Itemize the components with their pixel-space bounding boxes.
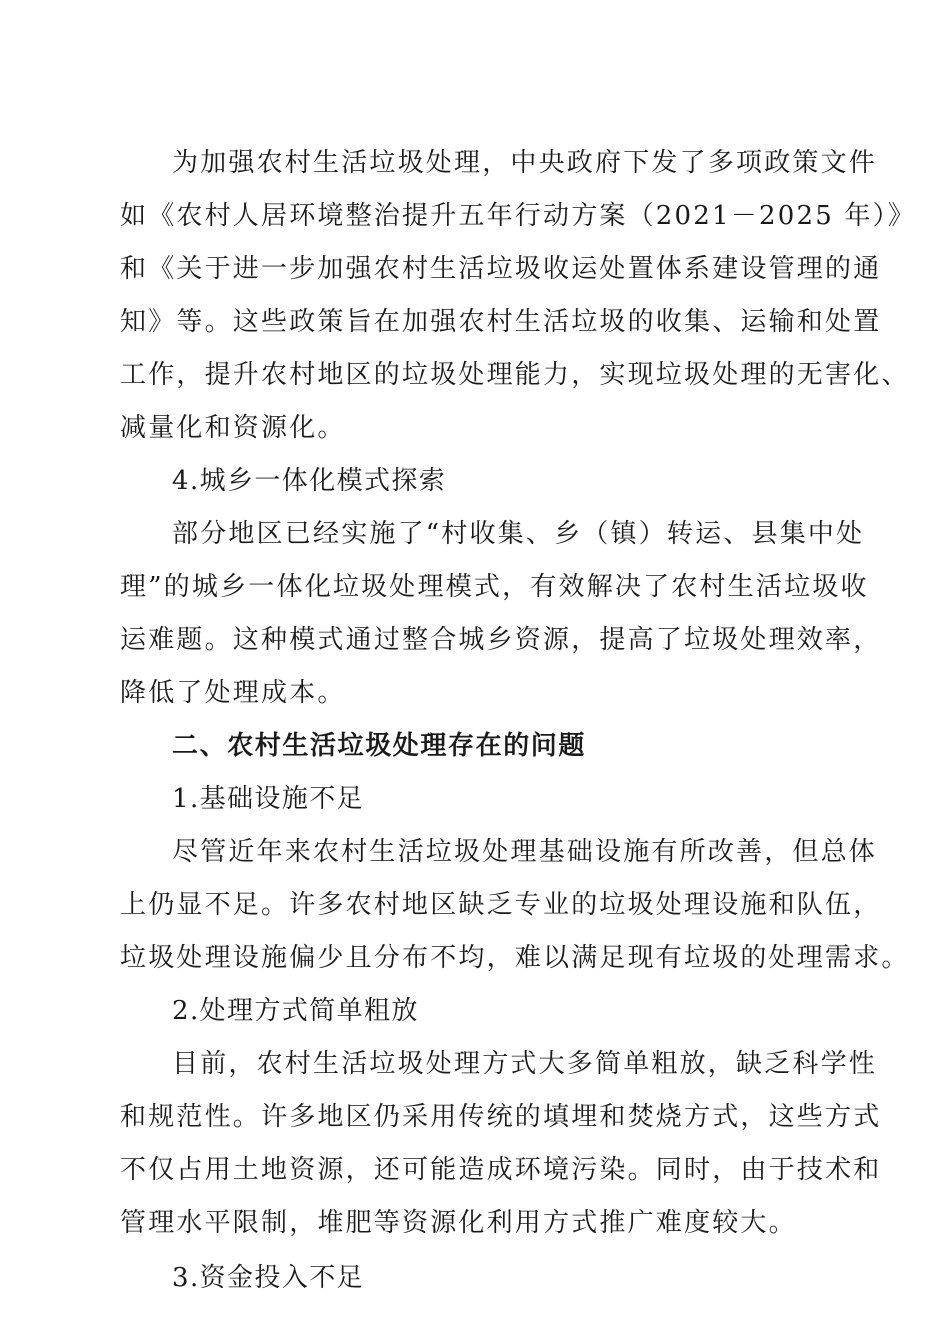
paragraph-line: 尽管近年来农村生活垃圾处理基础设施有所改善，但总体 xyxy=(172,837,878,867)
paragraph-line: 工作，提升农村地区的垃圾处理能力，实现垃圾处理的无害化、 xyxy=(120,360,910,390)
paragraph-line: 理”的城乡一体化垃圾处理模式，有效解决了农村生活垃圾收 xyxy=(120,572,869,602)
section-subheading: 1.基础设施不足 xyxy=(172,784,365,814)
paragraph-line: 运难题。这种模式通过整合城乡资源，提高了垃圾处理效率， xyxy=(120,625,882,655)
paragraph-line: 垃圾处理设施偏少且分布不均，难以满足现有垃圾的处理需求。 xyxy=(120,943,910,973)
paragraph-line: 不仅占用土地资源，还可能造成环境污染。同时，由于技术和 xyxy=(120,1155,882,1185)
section-heading: 二、农村生活垃圾处理存在的问题 xyxy=(172,731,587,761)
paragraph-line: 知》等。这些政策旨在加强农村生活垃圾的收集、运输和处置 xyxy=(120,307,882,337)
paragraph-line: 减量化和资源化。 xyxy=(120,413,346,443)
paragraph-line: 部分地区已经实施了“村收集、乡（镇）转运、县集中处 xyxy=(172,519,865,549)
paragraph-line: 上仍显不足。许多农村地区缺乏专业的垃圾处理设施和队伍， xyxy=(120,890,882,920)
paragraph-line: 为加强农村生活垃圾处理，中央政府下发了多项政策文件 xyxy=(172,148,878,178)
paragraph-line: 管理水平限制，堆肥等资源化利用方式推广难度较大。 xyxy=(120,1208,797,1238)
section-subheading: 3.资金投入不足 xyxy=(172,1263,365,1293)
paragraph-line: 如《农村人居环境整治提升五年行动方案（2021－2025 年）》 xyxy=(120,201,917,231)
paragraph-line: 和《关于进一步加强农村生活垃圾收运处置体系建设管理的通 xyxy=(120,254,882,284)
section-subheading: 4.城乡一体化模式探索 xyxy=(172,466,447,496)
paragraph-line: 降低了处理成本。 xyxy=(120,678,346,708)
section-subheading: 2.处理方式简单粗放 xyxy=(172,996,419,1026)
paragraph-line: 目前，农村生活垃圾处理方式大多简单粗放，缺乏科学性 xyxy=(172,1049,878,1079)
paragraph-line: 和规范性。许多地区仍采用传统的填埋和焚烧方式，这些方式 xyxy=(120,1102,882,1132)
